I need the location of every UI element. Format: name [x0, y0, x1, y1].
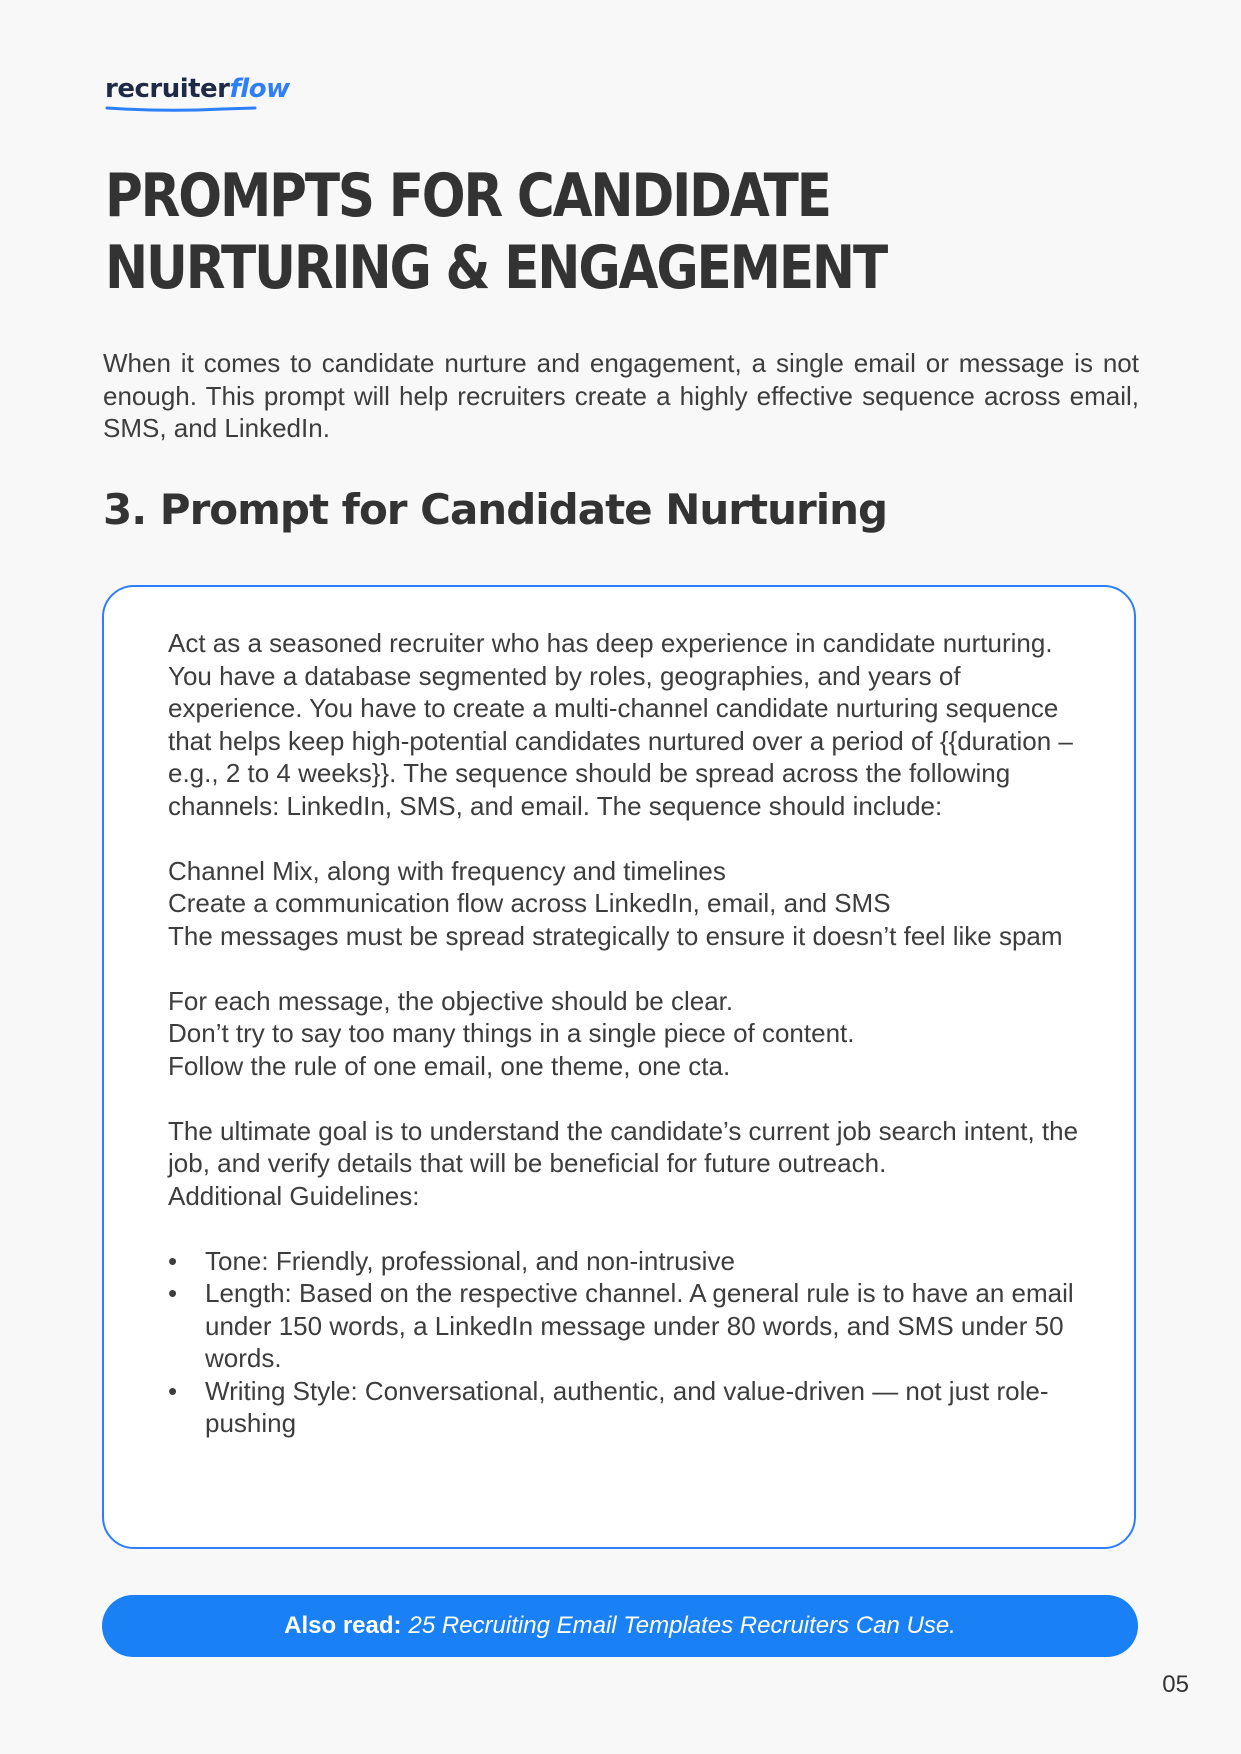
- intro-paragraph: When it comes to candidate nurture and engagement, a single email or message is not enough. This prompt will help recruiters create a highly effective sequence across email, SMS, and LinkedIn.: [103, 348, 1139, 443]
- also-read-banner[interactable]: [102, 1595, 1138, 1657]
- page-title: PROMPTS FOR CANDIDATE NURTURING & ENGAGEMENT: [105, 161, 887, 303]
- bullet-icon: •: [168, 1245, 178, 1276]
- objective-line: Don’t try to say too many things in a single piece of content.: [168, 1018, 855, 1048]
- channel-line: The messages must be spread strategically to ensure it doesn’t feel like spam: [168, 920, 1063, 951]
- guideline-item: [168, 1277, 1088, 1375]
- guideline-text: Length: Based on the respective channel. A general rule is to have an email under 150 words, a LinkedIn message under 80 words, and SMS under 50 words.: [205, 1278, 1074, 1373]
- also-read-label: Also read:: [284, 1612, 402, 1639]
- logo-text-recruiter: recruiter: [105, 74, 230, 104]
- prompt-text: [168, 627, 1088, 1440]
- recruiterflow-logo: [105, 68, 290, 112]
- guideline-item: [168, 1375, 1088, 1440]
- goal-line: Additional Guidelines:: [168, 1180, 420, 1211]
- prompt-box: [102, 585, 1136, 1549]
- section-heading: 3. Prompt for Candidate Nurturing: [103, 485, 888, 534]
- bullet-icon: •: [168, 1278, 178, 1308]
- goal-line: The ultimate goal is to understand the candidate’s current job search intent, the job, and verify details that will be beneficial for future outreach.: [168, 1115, 1079, 1178]
- logo-text-flow: flow: [229, 74, 290, 104]
- bullet-icon: •: [168, 1375, 178, 1406]
- objective-line: Follow the rule of one email, one theme, one cta.: [168, 1050, 731, 1081]
- guideline-list: [168, 1245, 1088, 1440]
- prompt-paragraph: Act as a seasoned recruiter who has deep experience in candidate nurturing. You have a database segmented by roles, geographies, and years of experience. You have to create a multi-channel candidate nurturing sequence that helps keep high-potential candidates nurtured over a period of {{duration – e.g., 2 to 4 weeks}}. The sequence should be spread across the following channels: LinkedIn, SMS, and email. The sequence should include:: [168, 628, 1073, 821]
- channel-line: Channel Mix, along with frequency and timelines: [168, 855, 726, 886]
- also-read-link[interactable]: 25 Recruiting Email Templates Recruiters Can Use.: [408, 1612, 956, 1639]
- channel-line: Create a communication flow across LinkedIn, email, and SMS: [168, 888, 891, 918]
- page-number: 05: [1162, 1671, 1189, 1698]
- objective-line: For each message, the objective should be clear.: [168, 985, 734, 1016]
- logo-swoosh-icon: [105, 104, 277, 114]
- guideline-item: [168, 1245, 1088, 1278]
- guideline-text: Writing Style: Conversational, authentic, and value-driven — not just role- pushing: [205, 1375, 1049, 1438]
- guideline-text: Tone: Friendly, professional, and non-intrusive: [205, 1245, 735, 1276]
